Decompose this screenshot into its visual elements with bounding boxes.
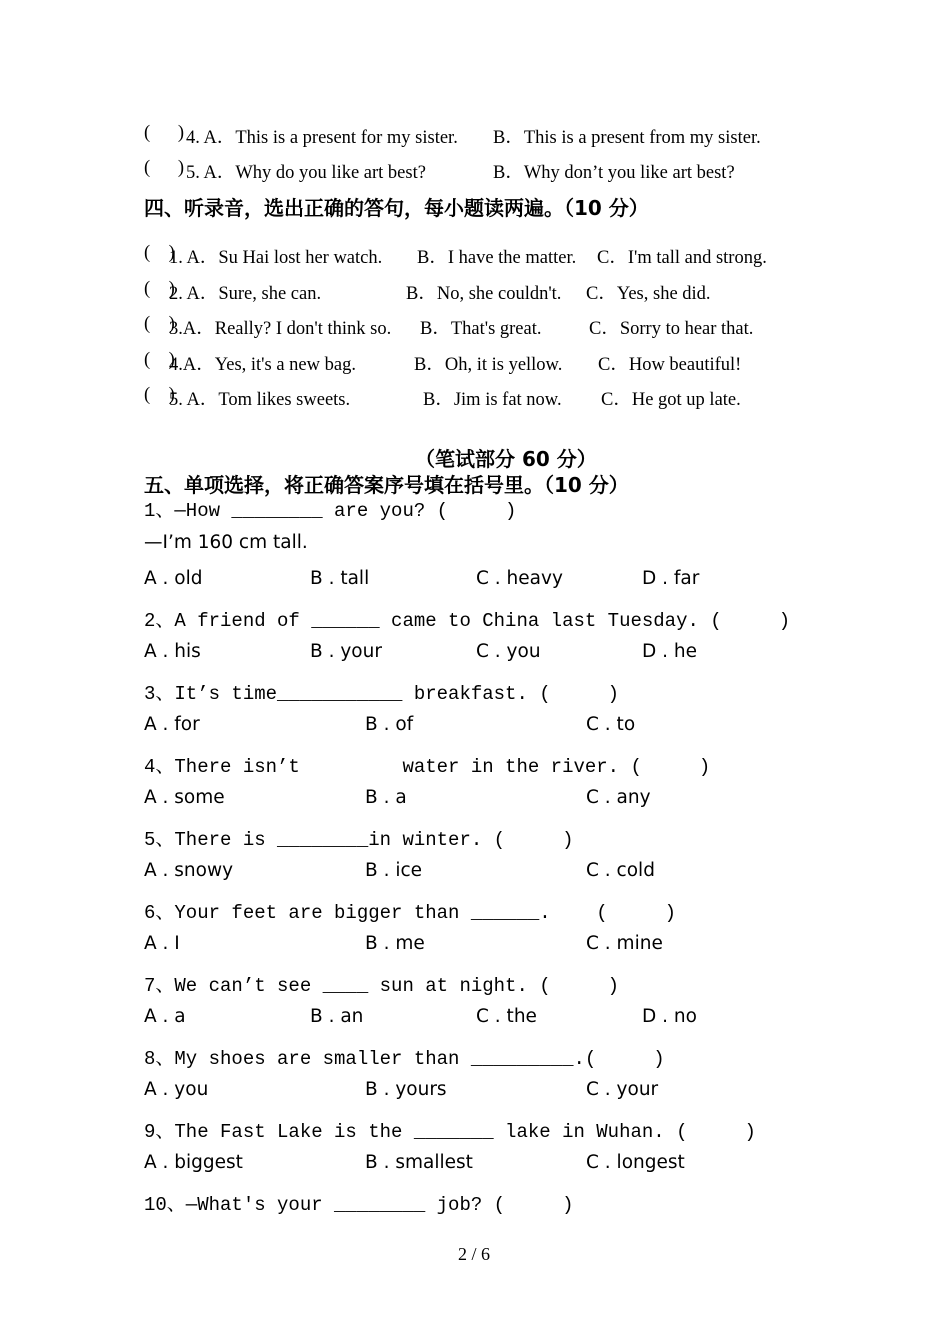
p5-q2-text: 2、A friend of ______ came to China last Tuesday. ( ) <box>144 610 791 632</box>
p3-q5-option-b: B．Why don’t you like art best? <box>493 163 735 183</box>
part4-heading: 四、听录音，选出正确的答句，每小题读两遍。（10 分） <box>144 196 649 220</box>
p5-q2-option-b[interactable]: B . your <box>310 641 382 662</box>
p5-q4-option-c[interactable]: C . any <box>586 787 651 808</box>
p5-q7-option-c[interactable]: C . the <box>476 1006 537 1027</box>
p5-q1-option-d[interactable]: D . far <box>642 568 700 589</box>
p5-q9-option-b[interactable]: B . smallest <box>365 1152 473 1173</box>
p4-q1-option-b: B．I have the matter. <box>417 248 577 268</box>
p4-q5-option-c: C．He got up late. <box>601 390 741 410</box>
p4-q2-paren[interactable]: ( ) <box>144 279 175 299</box>
p5-q4-text: 4、There isn’t water in the river. ( ) <box>144 756 711 778</box>
p5-q3-option-b[interactable]: B . of <box>365 714 414 735</box>
p3-q4-paren[interactable]: ( ) <box>144 123 185 143</box>
part5-heading: 五、单项选择，将正确答案序号填在括号里。（10 分） <box>144 473 629 497</box>
p5-q7-option-a[interactable]: A . a <box>144 1006 186 1027</box>
p5-q5-option-c[interactable]: C . cold <box>586 860 655 881</box>
p5-q3-option-c[interactable]: C . to <box>586 714 636 735</box>
p4-q4-option-c: C．How beautiful! <box>598 355 742 375</box>
p4-q1-option-a: 1. A．Su Hai lost her watch. <box>169 248 383 268</box>
p5-q1-option-c[interactable]: C . heavy <box>476 568 563 589</box>
p4-q1-option-c: C．I'm tall and strong. <box>597 248 767 268</box>
p4-q3-option-c: C．Sorry to hear that. <box>589 319 754 339</box>
p4-q2-option-a: 2. A．Sure, she can. <box>169 284 322 304</box>
p5-q7-option-b[interactable]: B . an <box>310 1006 364 1027</box>
p5-q2-option-c[interactable]: C . you <box>476 641 541 662</box>
p5-q9-option-c[interactable]: C . longest <box>586 1152 685 1173</box>
p5-q7-text: 7、We can’t see ____ sun at night. ( ) <box>144 975 620 997</box>
p5-q8-option-b[interactable]: B . yours <box>365 1079 447 1100</box>
p5-q1-text: 1、—How ________ are you? ( ) <box>144 500 517 522</box>
p5-q2-option-d[interactable]: D . he <box>642 641 697 662</box>
p5-q6-text: 6、Your feet are bigger than ______. ( ) <box>144 902 677 924</box>
p5-q8-option-c[interactable]: C . your <box>586 1079 659 1100</box>
p4-q5-option-a: 5. A．Tom likes sweets. <box>169 390 351 410</box>
p5-q8-text: 8、My shoes are smaller than _________.( ) <box>144 1048 665 1070</box>
p5-q1-answer-line: —I’m 160 cm tall. <box>144 532 308 553</box>
p4-q2-option-b: B．No, she couldn't. <box>406 284 562 304</box>
p4-q3-option-b: B．That's great. <box>420 319 542 339</box>
p5-q4-option-b[interactable]: B . a <box>365 787 407 808</box>
p5-q8-option-a[interactable]: A . you <box>144 1079 209 1100</box>
p5-q1-option-b[interactable]: B . tall <box>310 568 370 589</box>
p5-q10-text: 10、—What's your ________ job? ( ) <box>144 1194 574 1216</box>
p5-q5-text: 5、There is ________in winter. ( ) <box>144 829 574 851</box>
p5-q1-option-a[interactable]: A . old <box>144 568 203 589</box>
p4-q3-option-a: 3.A．Really? I don't think so. <box>169 319 392 339</box>
written-part-title: （笔试部分 60 分） <box>415 447 597 471</box>
p5-q4-option-a[interactable]: A . some <box>144 787 225 808</box>
p4-q4-option-b: B．Oh, it is yellow. <box>414 355 563 375</box>
p5-q3-text: 3、It’s time___________ breakfast. ( ) <box>144 683 620 705</box>
p4-q3-paren[interactable]: ( ) <box>144 314 175 334</box>
p3-q4-option-a: 4. A．This is a present for my sister. <box>186 128 458 148</box>
p5-q5-option-b[interactable]: B . ice <box>365 860 423 881</box>
p4-q2-option-c: C．Yes, she did. <box>586 284 711 304</box>
p5-q6-option-c[interactable]: C . mine <box>586 933 663 954</box>
p5-q5-option-a[interactable]: A . snowy <box>144 860 234 881</box>
p4-q5-option-b: B．Jim is fat now. <box>423 390 562 410</box>
p5-q7-option-d[interactable]: D . no <box>642 1006 697 1027</box>
page-number: 2 / 6 <box>458 1244 491 1264</box>
p5-q6-option-a[interactable]: A . I <box>144 933 180 954</box>
p5-q3-option-a[interactable]: A . for <box>144 714 200 735</box>
p5-q2-option-a[interactable]: A . his <box>144 641 201 662</box>
p4-q5-paren[interactable]: ( ) <box>144 385 175 405</box>
p4-q4-option-a: 4.A．Yes, it's a new bag. <box>169 355 356 375</box>
p3-q5-paren[interactable]: ( ) <box>144 158 185 178</box>
p3-q5-option-a: 5. A．Why do you like art best? <box>186 163 426 183</box>
p4-q1-paren[interactable]: ( ) <box>144 243 175 263</box>
p4-q4-paren[interactable]: ( ) <box>144 350 175 370</box>
p5-q6-option-b[interactable]: B . me <box>365 933 425 954</box>
p3-q4-option-b: B．This is a present from my sister. <box>493 128 761 148</box>
p5-q9-text: 9、The Fast Lake is the _______ lake in Wuhan. ( ) <box>144 1121 756 1143</box>
p5-q9-option-a[interactable]: A . biggest <box>144 1152 243 1173</box>
